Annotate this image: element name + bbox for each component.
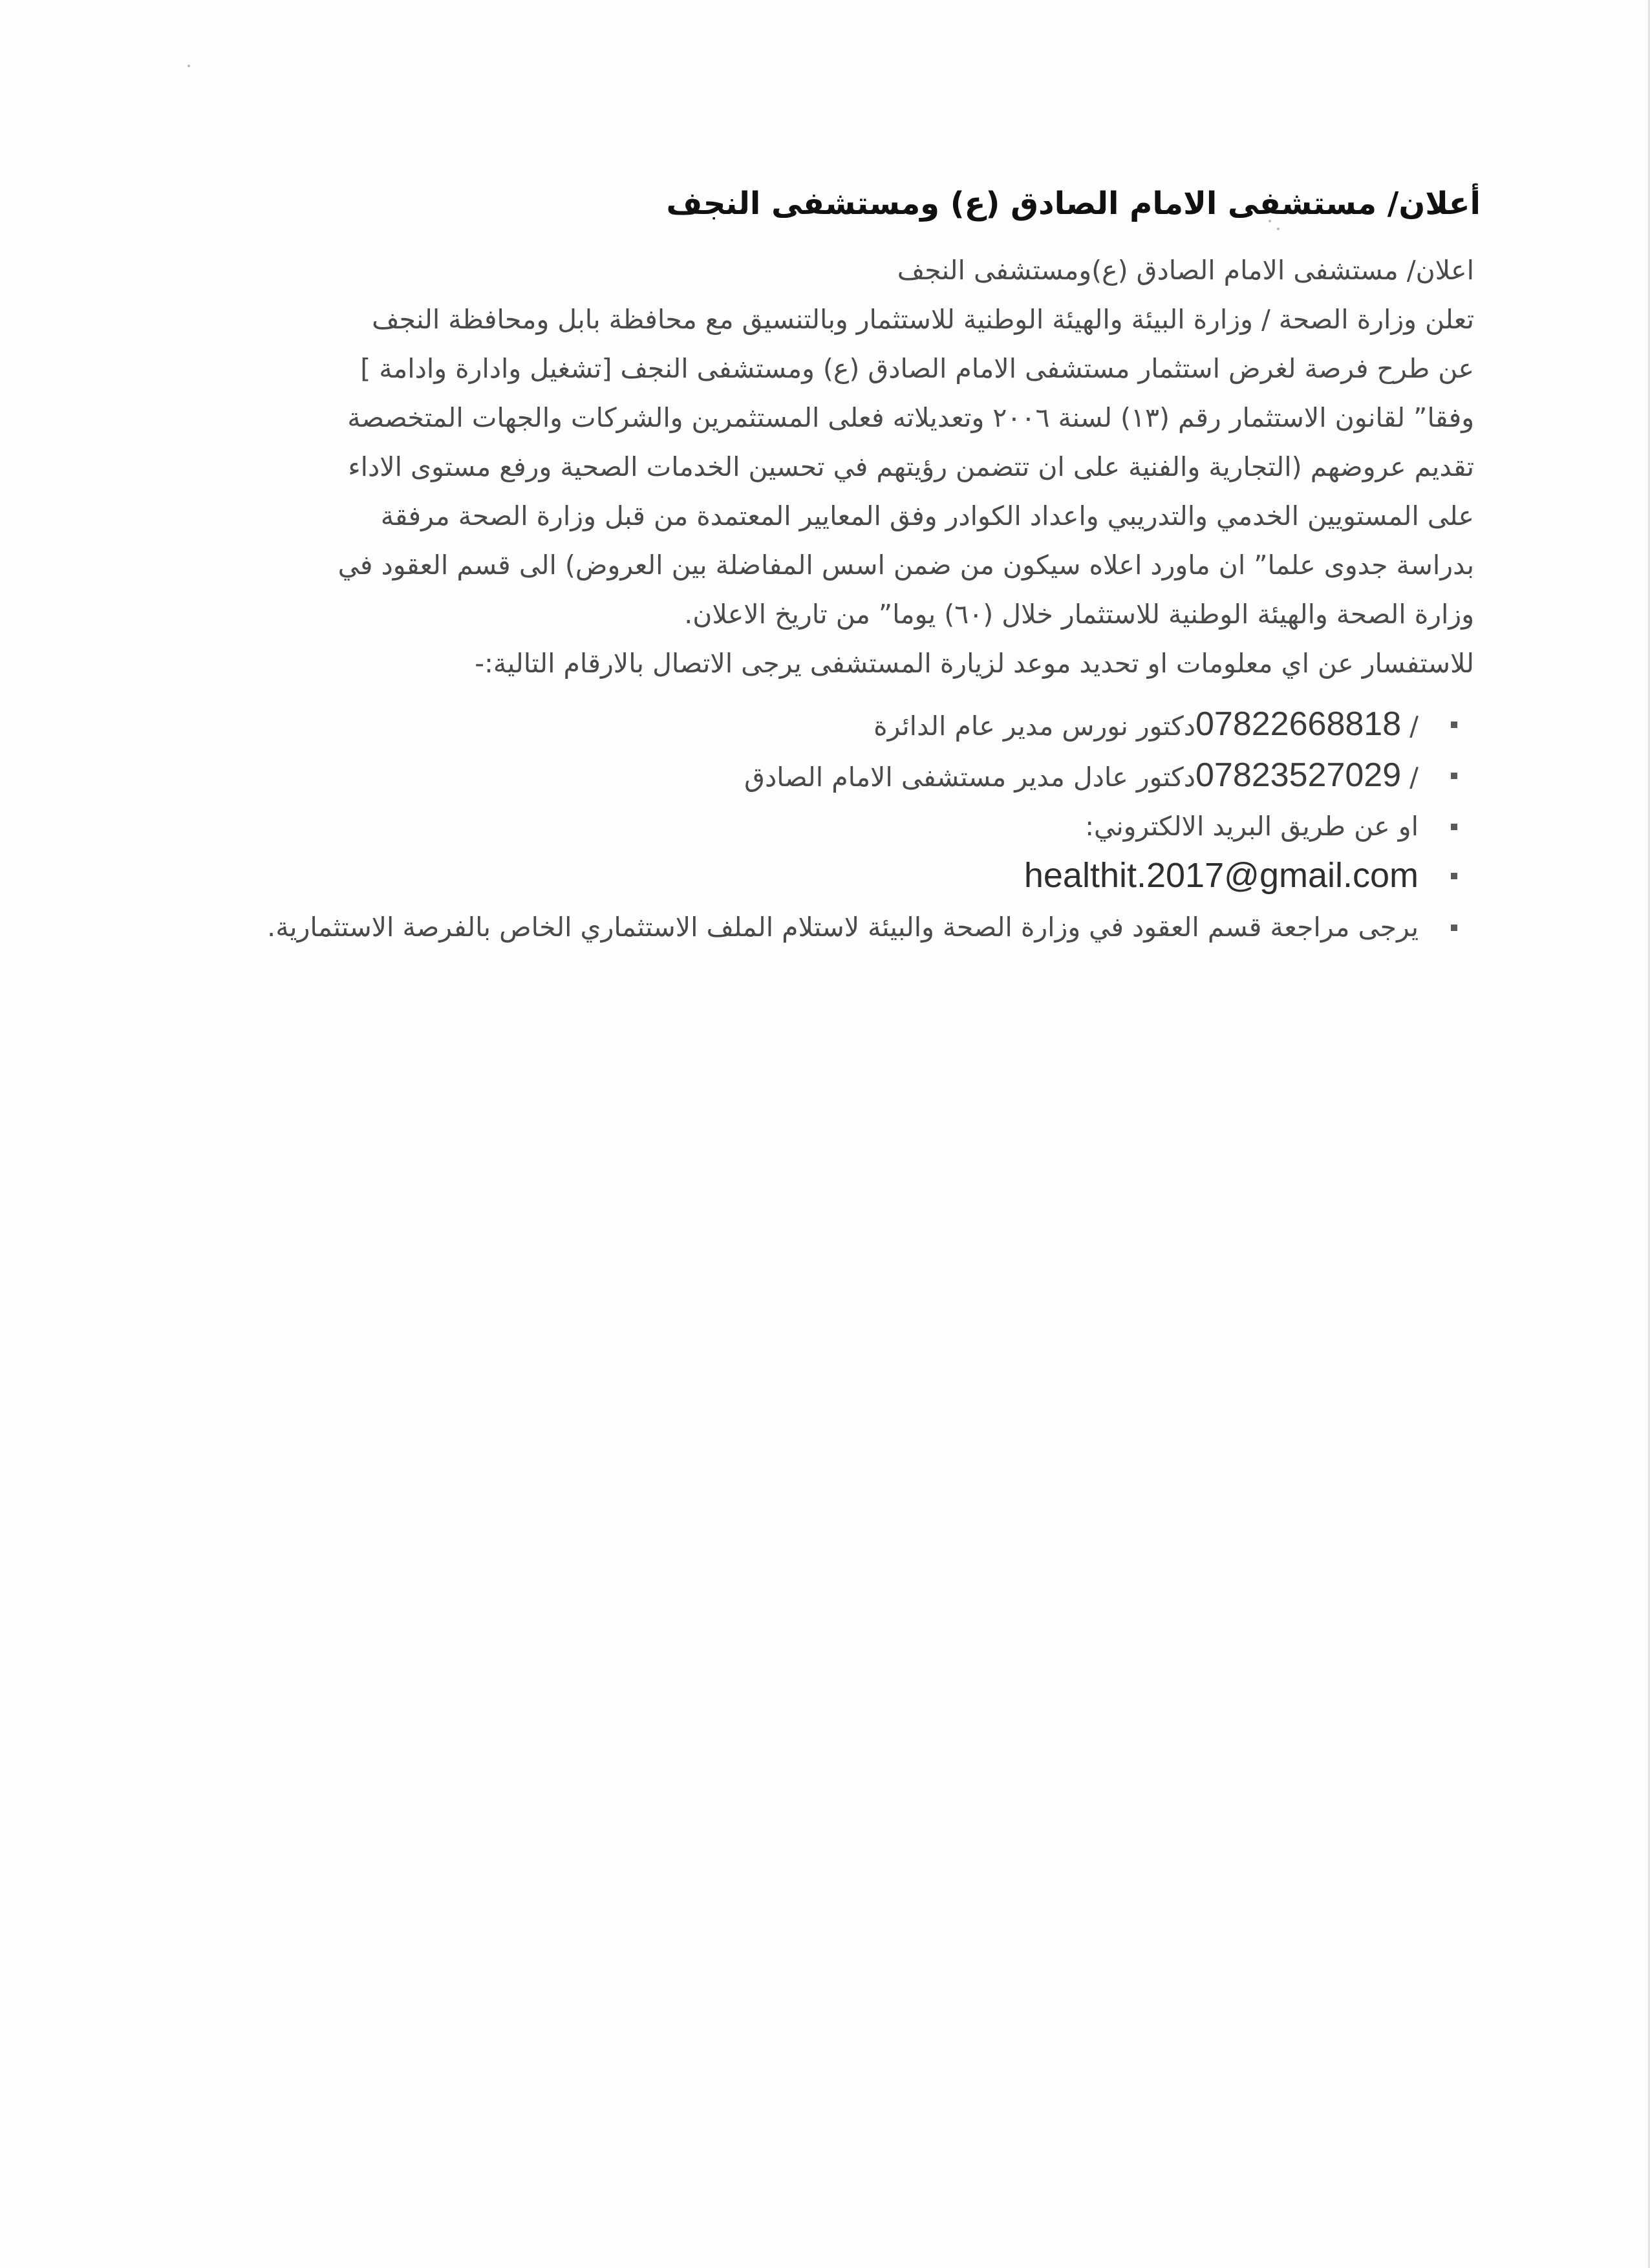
contact-separator: / xyxy=(1409,711,1419,742)
email-address: healthit.2017@gmail.com xyxy=(1023,856,1419,895)
body-line: وفقا” لقانون الاستثمار رقم (١٣) لسنة ٢٠٠٦ وتعديلاته فعلى المستثمرين والشركات والجهات المتخصصة xyxy=(347,402,1474,433)
contact-item-phone xyxy=(198,700,1450,751)
contact-description: دكتور عادل مدير مستشفى الامام الصادق xyxy=(744,762,1195,793)
contracts-note: يرجى مراجعة قسم العقود في وزارة الصحة والبيئة لاستلام الملف الاستثماري الخاص بالفرصة الاستثمارية. xyxy=(267,912,1419,943)
square-bullet-icon xyxy=(1451,722,1457,728)
phone-number: 07822668818 xyxy=(1195,705,1402,743)
scan-speck xyxy=(188,65,190,67)
contact-item-note xyxy=(198,903,1450,952)
announcement-title: أعلان/ مستشفى الامام الصادق (ع) ومستشفى النجف xyxy=(666,186,1481,222)
body-line: للاستفسار عن اي معلومات او تحديد موعد لزيارة المستشفى يرجى الاتصال بالارقام التالية:- xyxy=(475,648,1474,679)
scan-speck xyxy=(1277,228,1280,230)
body-line: وزارة الصحة والهيئة الوطنية للاستثمار خلال (٦٠) يوما” من تاريخ الاعلان. xyxy=(684,599,1474,630)
body-line: عن طرح فرصة لغرض استثمار مستشفى الامام الصادق (ع) ومستشفى النجف [تشغيل وادارة وادامة ] xyxy=(360,353,1474,384)
square-bullet-icon xyxy=(1451,824,1457,830)
square-bullet-icon xyxy=(1451,925,1457,931)
announcement-body xyxy=(191,246,1474,688)
email-intro-text: او عن طريق البريد الالكتروني: xyxy=(1085,811,1419,842)
contact-separator: / xyxy=(1409,762,1419,793)
body-line: اعلان/ مستشفى الامام الصادق (ع)ومستشفى النجف xyxy=(897,255,1474,286)
body-line: على المستويين الخدمي والتدريبي واعداد الكوادر وفق المعايير المعتمدة من قبل وزارة الصحة مرفقة xyxy=(380,500,1474,531)
contact-description: دكتور نورس مدير عام الدائرة xyxy=(873,711,1195,742)
body-line: تعلن وزارة الصحة / وزارة البيئة والهيئة الوطنية للاستثمار وبالتنسيق مع محافظة بابل ومحافظة النجف xyxy=(372,304,1474,335)
square-bullet-icon xyxy=(1451,873,1457,879)
contact-item-email-intro xyxy=(198,802,1450,851)
body-line: تقديم عروضهم (التجارية والفنية على ان تتضمن رؤيتهم في تحسين الخدمات الصحية ورفع مستوى الاداء xyxy=(348,451,1474,482)
contact-item-email xyxy=(198,851,1450,903)
square-bullet-icon xyxy=(1451,773,1457,779)
contact-item-phone xyxy=(198,751,1450,802)
body-line: بدراسة جدوى علما” ان ماورد اعلاه سيكون من ضمن اسس المفاضلة بين العروض) الى قسم العقود في xyxy=(338,550,1474,581)
contact-list xyxy=(198,700,1450,952)
phone-number: 07823527029 xyxy=(1195,756,1402,794)
